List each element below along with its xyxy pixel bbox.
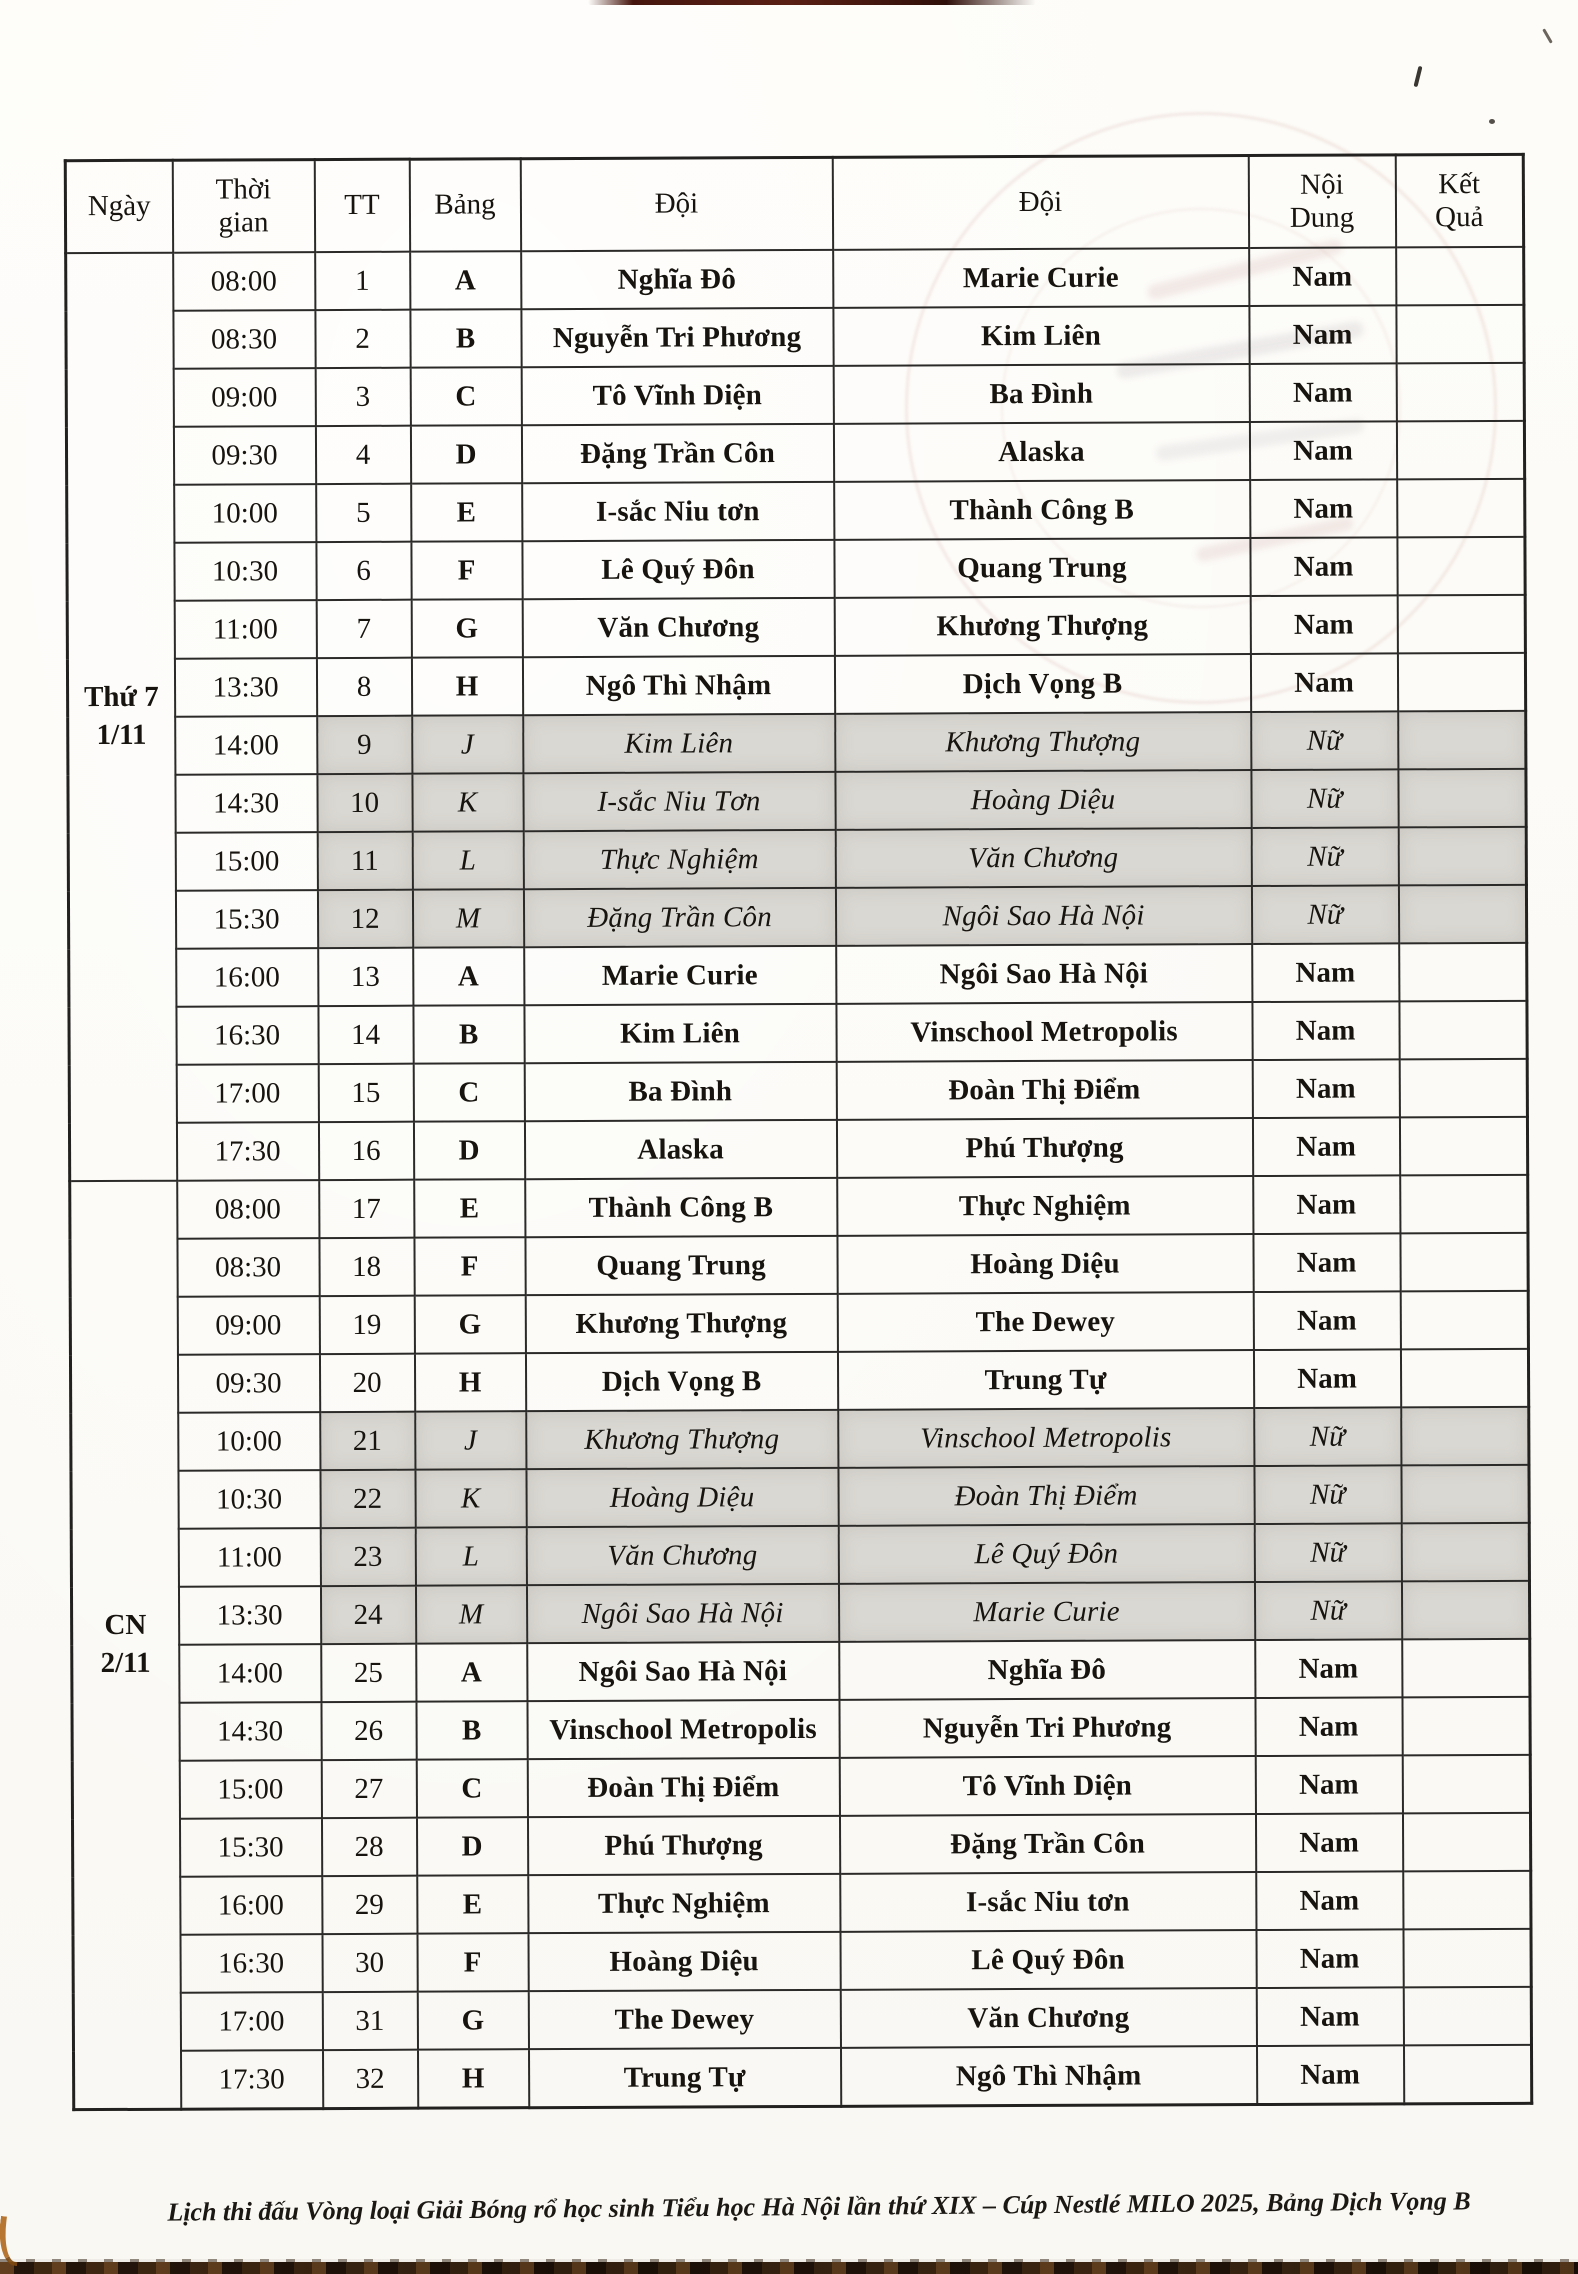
- col-header-noi-dung: Nội Dung: [1248, 155, 1395, 248]
- match-row: [68, 711, 1526, 775]
- tt-cell: 7: [316, 600, 411, 658]
- team1-cell: Thực Nghiệm: [528, 1874, 840, 1933]
- team1-cell: Khương Thượng: [525, 1294, 837, 1353]
- tt-cell: 5: [316, 484, 411, 542]
- team2-cell: Ngô Thì Nhậm: [840, 2046, 1256, 2106]
- category-cell: Nữ: [1254, 1523, 1401, 1582]
- match-row: [66, 247, 1524, 311]
- result-cell: [1403, 1987, 1531, 2046]
- category-cell: Nữ: [1254, 1465, 1401, 1524]
- time-cell: 17:30: [181, 2050, 323, 2109]
- team1-cell: Văn Chương: [522, 598, 834, 657]
- match-row: [68, 769, 1526, 833]
- team2-cell: Lê Quý Đôn: [840, 1930, 1256, 1990]
- result-cell: [1398, 769, 1526, 828]
- tt-cell: 8: [316, 658, 411, 716]
- result-cell: [1396, 421, 1524, 480]
- team2-cell: Đặng Trần Côn: [839, 1814, 1255, 1874]
- time-cell: 11:00: [178, 1528, 320, 1587]
- team1-cell: Nguyễn Tri Phương: [521, 308, 833, 367]
- team2-cell: The Dewey: [837, 1292, 1253, 1352]
- tt-cell: 9: [317, 716, 412, 774]
- time-cell: 10:00: [174, 484, 316, 543]
- date-line2: 1/11: [96, 718, 147, 752]
- time-cell: 10:00: [178, 1412, 320, 1471]
- result-cell: [1400, 1233, 1528, 1292]
- team2-cell: Đoàn Thị Điểm: [836, 1060, 1252, 1120]
- date-line1: Thứ 7: [83, 681, 159, 714]
- team1-cell: Lê Quý Đôn: [522, 540, 834, 599]
- result-cell: [1399, 1001, 1527, 1060]
- time-cell: 15:00: [179, 1760, 321, 1819]
- team1-cell: Văn Chương: [526, 1526, 838, 1585]
- category-cell: Nam: [1252, 1001, 1399, 1060]
- team1-cell: Quang Trung: [525, 1236, 837, 1295]
- group-cell: G: [411, 599, 522, 657]
- result-cell: [1397, 653, 1525, 712]
- result-cell: [1396, 247, 1524, 306]
- team2-cell: Kim Liên: [833, 306, 1249, 366]
- group-cell: E: [417, 1875, 528, 1933]
- category-cell: Nam: [1249, 363, 1396, 422]
- tt-cell: 16: [318, 1122, 413, 1180]
- match-row: [68, 827, 1526, 891]
- group-cell: D: [410, 425, 521, 483]
- team1-cell: Dịch Vọng B: [525, 1352, 837, 1411]
- schedule-table: [64, 153, 1534, 2111]
- col-header-tt: TT: [314, 159, 409, 252]
- time-cell: 16:30: [176, 1006, 318, 1065]
- date-cell: [66, 253, 177, 1181]
- result-cell: [1401, 1581, 1529, 1640]
- time-cell: 09:00: [173, 368, 315, 427]
- result-cell: [1402, 1639, 1530, 1698]
- team2-cell: Alaska: [833, 422, 1249, 482]
- group-cell: B: [416, 1701, 527, 1759]
- team1-cell: I-sắc Niu Tơn: [523, 772, 835, 831]
- tt-cell: 10: [317, 774, 412, 832]
- group-cell: M: [415, 1585, 526, 1643]
- result-cell: [1398, 827, 1526, 886]
- schedule-table-body: [66, 247, 1532, 2110]
- time-cell: 15:30: [179, 1818, 321, 1877]
- match-row: [67, 479, 1525, 543]
- category-cell: Nam: [1249, 421, 1396, 480]
- time-cell: 08:00: [173, 252, 315, 311]
- team2-cell: Nguyễn Tri Phương: [839, 1698, 1255, 1758]
- team2-cell: Ngôi Sao Hà Nội: [835, 886, 1251, 946]
- group-cell: C: [416, 1759, 527, 1817]
- team1-cell: Phú Thượng: [527, 1816, 839, 1875]
- team1-cell: Tô Vĩnh Diện: [521, 366, 833, 425]
- header-row: [65, 154, 1523, 253]
- col-header-doi-1: Đội: [520, 157, 832, 251]
- group-cell: A: [410, 251, 521, 309]
- ink-speck: [1414, 66, 1423, 87]
- match-row: [73, 1871, 1531, 1935]
- result-cell: [1399, 943, 1527, 1002]
- team1-cell: Ba Đình: [524, 1062, 836, 1121]
- group-cell: G: [417, 1991, 528, 2049]
- time-cell: 13:30: [174, 658, 316, 717]
- category-cell: Nam: [1253, 1349, 1400, 1408]
- tt-cell: 32: [323, 2050, 418, 2109]
- group-cell: K: [412, 773, 523, 831]
- category-cell: Nam: [1250, 595, 1397, 654]
- team2-cell: Vinschool Metropolis: [838, 1408, 1254, 1468]
- time-cell: 15:00: [175, 832, 317, 891]
- tt-cell: 14: [318, 1006, 413, 1064]
- ink-speck: [1542, 28, 1553, 43]
- team1-cell: Ngô Thì Nhậm: [522, 656, 834, 715]
- team2-cell: Hoàng Diệu: [837, 1234, 1253, 1294]
- scan-bottom-edge-artifact: [0, 2262, 1578, 2274]
- group-cell: E: [411, 483, 522, 541]
- match-row: [69, 943, 1527, 1007]
- category-cell: Nam: [1252, 943, 1399, 1002]
- category-cell: Nam: [1250, 653, 1397, 712]
- date-line1: CN: [104, 1609, 147, 1642]
- tt-cell: 6: [316, 542, 411, 600]
- team1-cell: Ngôi Sao Hà Nội: [526, 1584, 838, 1643]
- result-cell: [1397, 595, 1525, 654]
- category-cell: Nam: [1253, 1291, 1400, 1350]
- match-row: [66, 363, 1524, 427]
- team2-cell: Hoàng Diệu: [835, 770, 1251, 830]
- team2-cell: Marie Curie: [838, 1582, 1254, 1642]
- group-cell: J: [415, 1411, 526, 1469]
- category-cell: Nam: [1255, 1697, 1402, 1756]
- time-cell: 10:30: [174, 542, 316, 601]
- tt-cell: 20: [319, 1354, 414, 1412]
- group-cell: E: [414, 1179, 525, 1237]
- group-cell: H: [418, 2049, 529, 2108]
- team1-cell: Vinschool Metropolis: [527, 1700, 839, 1759]
- time-cell: 16:00: [180, 1876, 322, 1935]
- time-cell: 08:00: [177, 1180, 319, 1239]
- team2-cell: Phú Thượng: [836, 1118, 1252, 1178]
- match-row: [70, 1291, 1528, 1355]
- result-cell: [1399, 1117, 1527, 1176]
- tt-cell: 11: [317, 832, 412, 890]
- team1-cell: Đoàn Thị Điểm: [527, 1758, 839, 1817]
- category-cell: Nam: [1255, 1813, 1402, 1872]
- match-row: [71, 1407, 1529, 1471]
- team1-cell: Trung Tự: [528, 2048, 840, 2108]
- date-cell: [70, 1181, 181, 2110]
- tt-cell: 22: [320, 1470, 415, 1528]
- tt-cell: 19: [319, 1296, 414, 1354]
- category-cell: Nam: [1255, 1755, 1402, 1814]
- result-cell: [1400, 1349, 1528, 1408]
- match-row: [72, 1639, 1530, 1703]
- team2-cell: Văn Chương: [835, 828, 1251, 888]
- team2-cell: Lê Quý Đôn: [838, 1524, 1254, 1584]
- category-cell: Nam: [1250, 537, 1397, 596]
- tt-cell: 31: [322, 1992, 417, 2050]
- match-row: [69, 1117, 1527, 1181]
- team2-cell: Nghĩa Đô: [839, 1640, 1255, 1700]
- group-cell: L: [412, 831, 523, 889]
- time-cell: 09:30: [177, 1354, 319, 1413]
- tt-cell: 25: [321, 1644, 416, 1702]
- tt-cell: 28: [321, 1818, 416, 1876]
- group-cell: D: [416, 1817, 527, 1875]
- time-cell: 11:00: [174, 600, 316, 659]
- group-cell: C: [413, 1063, 524, 1121]
- tt-cell: 17: [319, 1180, 414, 1238]
- team1-cell: Ngôi Sao Hà Nội: [527, 1642, 839, 1701]
- tt-cell: 2: [315, 310, 410, 368]
- result-cell: [1401, 1465, 1529, 1524]
- team1-cell: Kim Liên: [523, 714, 835, 773]
- col-header-bang: Bảng: [409, 159, 520, 252]
- team2-cell: Ba Đình: [833, 364, 1249, 424]
- result-cell: [1403, 1871, 1531, 1930]
- time-cell: 16:30: [180, 1934, 322, 1993]
- category-cell: Nam: [1256, 1871, 1403, 1930]
- time-cell: 17:00: [180, 1992, 322, 2051]
- col-header-thoi-gian: Thời gian: [172, 160, 314, 253]
- date-line2: 2/11: [100, 1646, 151, 1680]
- tt-cell: 23: [320, 1528, 415, 1586]
- result-cell: [1397, 537, 1525, 596]
- match-row: [66, 421, 1524, 485]
- group-cell: A: [413, 947, 524, 1005]
- category-cell: Nữ: [1254, 1407, 1401, 1466]
- category-cell: Nữ: [1251, 769, 1398, 828]
- match-row: [72, 1697, 1530, 1761]
- category-cell: Nam: [1252, 1059, 1399, 1118]
- match-row: [70, 1349, 1528, 1413]
- group-cell: M: [412, 889, 523, 947]
- result-cell: [1400, 1291, 1528, 1350]
- category-cell: Nữ: [1251, 711, 1398, 770]
- category-cell: Nam: [1256, 2045, 1403, 2104]
- group-cell: F: [411, 541, 522, 599]
- match-row: [72, 1813, 1530, 1877]
- team1-cell: Thực Nghiệm: [523, 830, 835, 889]
- match-row: [73, 1987, 1531, 2051]
- time-cell: 14:00: [179, 1644, 321, 1703]
- ink-speck: [1489, 119, 1495, 124]
- team2-cell: Khương Thượng: [835, 712, 1251, 772]
- team1-cell: The Dewey: [528, 1990, 840, 2049]
- team2-cell: Tô Vĩnh Diện: [839, 1756, 1255, 1816]
- category-cell: Nam: [1249, 305, 1396, 364]
- match-row: [66, 305, 1524, 369]
- col-header-ket-qua: Kết Quả: [1395, 154, 1523, 247]
- result-cell: [1401, 1523, 1529, 1582]
- col-header-ngay: Ngày: [65, 160, 172, 253]
- category-cell: Nữ: [1254, 1581, 1401, 1640]
- group-cell: H: [411, 657, 522, 715]
- group-cell: L: [415, 1527, 526, 1585]
- time-cell: 14:30: [179, 1702, 321, 1761]
- match-row: [67, 653, 1525, 717]
- team2-cell: Thực Nghiệm: [837, 1176, 1253, 1236]
- time-cell: 17:30: [176, 1122, 318, 1181]
- result-cell: [1401, 1407, 1529, 1466]
- category-cell: Nam: [1252, 1117, 1399, 1176]
- tt-cell: 26: [321, 1702, 416, 1760]
- group-cell: D: [413, 1121, 524, 1179]
- group-cell: J: [412, 715, 523, 773]
- team1-cell: Hoàng Diệu: [528, 1932, 840, 1991]
- category-cell: Nam: [1253, 1175, 1400, 1234]
- category-cell: Nam: [1256, 1929, 1403, 1988]
- time-cell: 09:30: [173, 426, 315, 485]
- result-cell: [1402, 1755, 1530, 1814]
- result-cell: [1398, 885, 1526, 944]
- tt-cell: 3: [315, 368, 410, 426]
- group-cell: F: [417, 1933, 528, 1991]
- category-cell: Nam: [1250, 479, 1397, 538]
- team2-cell: Dịch Vọng B: [834, 654, 1250, 714]
- tt-cell: 27: [321, 1760, 416, 1818]
- tt-cell: 18: [319, 1238, 414, 1296]
- time-cell: 13:30: [178, 1586, 320, 1645]
- time-cell: 14:00: [175, 716, 317, 775]
- result-cell: [1398, 711, 1526, 770]
- result-cell: [1403, 2045, 1531, 2104]
- tt-cell: 4: [315, 426, 410, 484]
- tt-cell: 30: [322, 1934, 417, 1992]
- tt-cell: 12: [317, 890, 412, 948]
- team2-cell: Văn Chương: [840, 1988, 1256, 2048]
- team1-cell: Nghĩa Đô: [521, 250, 833, 309]
- result-cell: [1402, 1813, 1530, 1872]
- team2-cell: Trung Tự: [837, 1350, 1253, 1410]
- result-cell: [1396, 305, 1524, 364]
- team2-cell: Đoàn Thị Điểm: [838, 1466, 1254, 1526]
- group-cell: A: [416, 1643, 527, 1701]
- match-row: [69, 1001, 1527, 1065]
- match-row: [68, 885, 1526, 949]
- time-cell: 14:30: [175, 774, 317, 833]
- category-cell: Nam: [1249, 247, 1396, 306]
- category-cell: Nữ: [1251, 827, 1398, 886]
- group-cell: K: [415, 1469, 526, 1527]
- team1-cell: Kim Liên: [524, 1004, 836, 1063]
- result-cell: [1403, 1929, 1531, 1988]
- result-cell: [1396, 363, 1524, 422]
- result-cell: [1400, 1175, 1528, 1234]
- match-row: [71, 1465, 1529, 1529]
- result-cell: [1402, 1697, 1530, 1756]
- team1-cell: Khương Thượng: [526, 1410, 838, 1469]
- team2-cell: I-sắc Niu tơn: [840, 1872, 1256, 1932]
- group-cell: H: [414, 1353, 525, 1411]
- result-cell: [1397, 479, 1525, 538]
- time-cell: 10:30: [178, 1470, 320, 1529]
- time-cell: 17:00: [176, 1064, 318, 1123]
- time-cell: 15:30: [175, 890, 317, 949]
- team2-cell: Vinschool Metropolis: [836, 1002, 1252, 1062]
- tt-cell: 13: [318, 948, 413, 1006]
- category-cell: Nữ: [1251, 885, 1398, 944]
- result-cell: [1399, 1059, 1527, 1118]
- team1-cell: Đặng Trần Côn: [523, 888, 835, 947]
- time-cell: 08:30: [177, 1238, 319, 1297]
- team1-cell: I-sắc Niu tơn: [522, 482, 834, 541]
- team2-cell: Thành Công B: [834, 480, 1250, 540]
- time-cell: 08:30: [173, 310, 315, 369]
- col-header-doi-2: Đội: [832, 156, 1248, 250]
- group-cell: B: [413, 1005, 524, 1063]
- category-cell: Nam: [1255, 1639, 1402, 1698]
- category-cell: Nam: [1256, 1987, 1403, 2046]
- scan-top-edge-artifact: [588, 0, 1036, 5]
- match-row: [69, 1059, 1527, 1123]
- match-row: [70, 1233, 1528, 1297]
- tt-cell: 24: [320, 1586, 415, 1644]
- tt-cell: 21: [320, 1412, 415, 1470]
- team1-cell: Đặng Trần Côn: [521, 424, 833, 483]
- group-cell: G: [414, 1295, 525, 1353]
- match-row: [74, 2045, 1532, 2110]
- team1-cell: Alaska: [524, 1120, 836, 1179]
- match-row: [71, 1581, 1529, 1645]
- team2-cell: Khương Thượng: [834, 596, 1250, 656]
- team2-cell: Marie Curie: [833, 248, 1249, 308]
- match-row: [67, 537, 1525, 601]
- team1-cell: Hoàng Diệu: [526, 1468, 838, 1527]
- tt-cell: 15: [318, 1064, 413, 1122]
- footer-caption: Lịch thi đấu Vòng loại Giải Bóng rổ học sinh Tiểu học Hà Nội lần thứ XIX – Cúp Nestlé MILO 2025, Bảng Dịch Vọng B: [167, 2186, 1471, 2227]
- team2-cell: Ngôi Sao Hà Nội: [836, 944, 1252, 1004]
- time-cell: 16:00: [176, 948, 318, 1007]
- team2-cell: Quang Trung: [834, 538, 1250, 598]
- tt-cell: 29: [322, 1876, 417, 1934]
- group-cell: C: [410, 367, 521, 425]
- group-cell: B: [410, 309, 521, 367]
- tt-cell: 1: [315, 252, 410, 310]
- match-row: [71, 1523, 1529, 1587]
- time-cell: 09:00: [177, 1296, 319, 1355]
- match-row: [70, 1175, 1528, 1239]
- match-row: [67, 595, 1525, 659]
- team1-cell: Marie Curie: [524, 946, 836, 1005]
- group-cell: F: [414, 1237, 525, 1295]
- category-cell: Nam: [1253, 1233, 1400, 1292]
- team1-cell: Thành Công B: [525, 1178, 837, 1237]
- match-row: [73, 1929, 1531, 1993]
- match-row: [72, 1755, 1530, 1819]
